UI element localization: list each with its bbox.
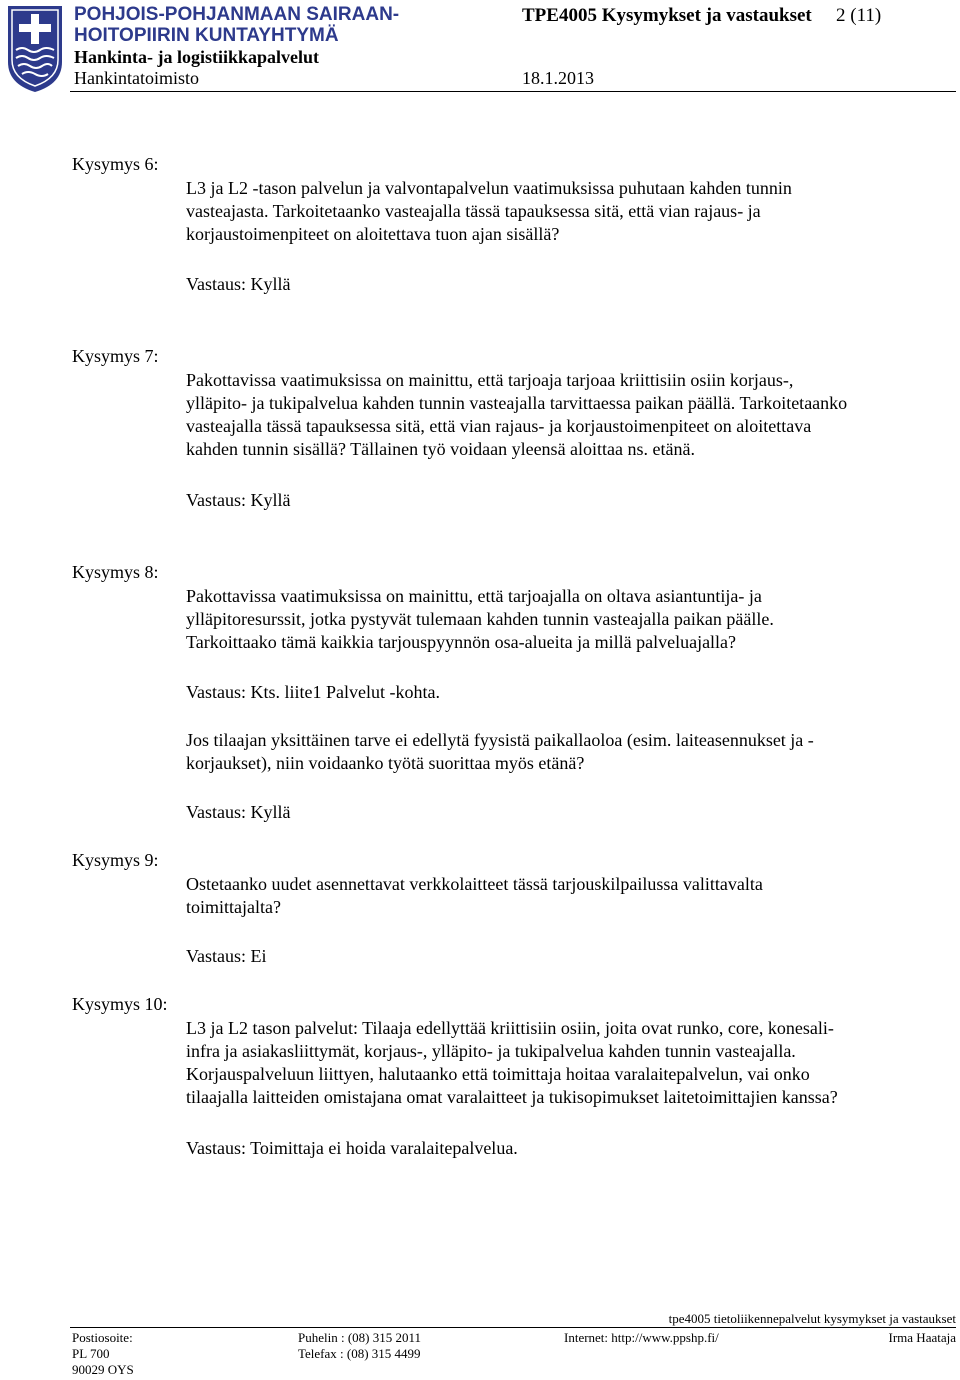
question-line: Ostetaanko uudet asennettavat verkkolaitteet tässä tarjouskilpailussa valittavalta — [186, 874, 763, 894]
organization-name-line2: HOITOPIIRIN KUNTAYHTYMÄ — [74, 25, 339, 46]
question-line: Jos tilaajan yksittäinen tarve ei edellytä fyysistä paikallaoloa (esim. laiteasennukset ja - — [186, 730, 814, 750]
footer-internet-link[interactable]: Internet: http://www.ppshp.fi/ — [564, 1330, 719, 1345]
question-text — [186, 369, 956, 461]
answer-prefix: Vastaus: — [186, 1138, 246, 1158]
question-label: Kysymys 6: — [72, 154, 159, 174]
question-line: vasteajalla tässä tapauksessa sitä, että vian rajaus- ja korjaustoimenpiteet on aloitettava — [186, 416, 812, 436]
answer-prefix: Vastaus: — [186, 274, 246, 294]
question-line: Pakottavissa vaatimuksissa on mainittu, että tarjoajalla on oltava asiantuntija- ja — [186, 586, 762, 606]
answer — [186, 681, 440, 704]
question-text — [186, 177, 956, 246]
answer-text: Kyllä — [246, 274, 291, 294]
question-line: Pakottavissa vaatimuksissa on mainittu, että tarjoaja tarjoaa kriittisiin osiin korjaus-, — [186, 370, 794, 390]
footer-address-line1: PL 700 — [72, 1346, 110, 1361]
answer-text: Kyllä — [246, 802, 291, 822]
answer-text: Ei — [246, 946, 267, 966]
answer — [186, 489, 291, 512]
question-label: Kysymys 8: — [72, 562, 159, 582]
coat-of-arms-icon — [6, 4, 64, 94]
document-title: TPE4005 Kysymykset ja vastaukset — [522, 5, 812, 26]
question-line: ylläpitoresurssit, jotka pystyvät tulemaan kahden tunnin vasteajalla paikan päälle. — [186, 609, 774, 629]
question-text — [186, 585, 956, 654]
question-text — [186, 1017, 956, 1109]
footer-fax: Telefax : (08) 315 4499 — [298, 1346, 421, 1361]
organization-name-line1: POHJOIS-POHJANMAAN SAIRAAN- — [74, 4, 400, 25]
answer-prefix: Vastaus: — [186, 946, 246, 966]
department-name: Hankinta- ja logistiikkapalvelut — [74, 47, 320, 67]
question-line: toimittajalta? — [186, 897, 281, 917]
question-line: ylläpito- ja tukipalvelua kahden tunnin vasteajalla tarvittaessa paikan päällä. Tarkoitetaanko — [186, 393, 848, 413]
footer-file-ref: tpe4005 tietoliikennepalvelut kysymykset ja vastaukset — [668, 1311, 956, 1326]
question-label: Kysymys 10: — [72, 994, 168, 1014]
office-name: Hankintatoimisto — [74, 68, 199, 88]
answer — [186, 945, 267, 968]
answer-prefix: Vastaus: — [186, 802, 246, 822]
footer-address-label: Postiosoite: — [72, 1330, 133, 1345]
header-divider — [70, 91, 956, 92]
question-label: Kysymys 7: — [72, 346, 159, 366]
page-number: 2 (11) — [836, 5, 882, 26]
followup-question-text — [186, 729, 956, 775]
answer — [186, 273, 291, 296]
question-label: Kysymys 9: — [72, 850, 159, 870]
answer-text: Kts. liite1 Palvelut -kohta. — [246, 682, 440, 702]
answer-prefix: Vastaus: — [186, 682, 246, 702]
question-line: infra ja asiakasliittymät, korjaus-, ylläpito- ja tukipalvelua kahden tunnin vasteajalla. — [186, 1041, 796, 1061]
question-line: Tarkoittaako tämä kaikkia tarjouspyynnön osa-alueita ja millä palveluajalla? — [186, 632, 737, 652]
document-date: 18.1.2013 — [522, 68, 594, 88]
footer-author: Irma Haataja — [888, 1330, 956, 1345]
question-line: korjaustoimenpiteet on aloitettava tuon ajan sisällä? — [186, 224, 560, 244]
question-line: tilaajalla laitteiden omistajana omat varalaitteet ja tukisopimukset laitetoimittajien kanssa? — [186, 1087, 838, 1107]
question-line: L3 ja L2 tason palvelut: Tilaaja edellyttää kriittisiin osiin, joita ovat runko, core, konesali- — [186, 1018, 834, 1038]
footer-phone: Puhelin : (08) 315 2011 — [298, 1330, 422, 1345]
answer — [186, 1137, 518, 1160]
footer-address-line2: 90029 OYS — [72, 1362, 134, 1377]
answer-text: Toimittaja ei hoida varalaitepalvelua. — [246, 1138, 518, 1158]
question-line: korjaukset), niin voidaanko työtä suorittaa myös etänä? — [186, 753, 585, 773]
question-line: L3 ja L2 -tason palvelun ja valvontapalvelun vaatimuksissa puhutaan kahden tunnin — [186, 178, 792, 198]
question-line: kahden tunnin sisällä? Tällainen työ voidaan yleensä aloittaa ns. etänä. — [186, 439, 696, 459]
question-line: vasteajasta. Tarkoitetaanko vasteajalla tässä tapauksessa sitä, että vian rajaus- ja — [186, 201, 761, 221]
question-text — [186, 873, 956, 919]
footer-divider — [70, 1327, 956, 1328]
question-line: Korjauspalveluun liittyen, halutaanko että toimittaja hoitaa varalaitepalvelun, vai onko — [186, 1064, 810, 1084]
followup-answer — [186, 801, 291, 824]
answer-prefix: Vastaus: — [186, 490, 246, 510]
answer-text: Kyllä — [246, 490, 291, 510]
